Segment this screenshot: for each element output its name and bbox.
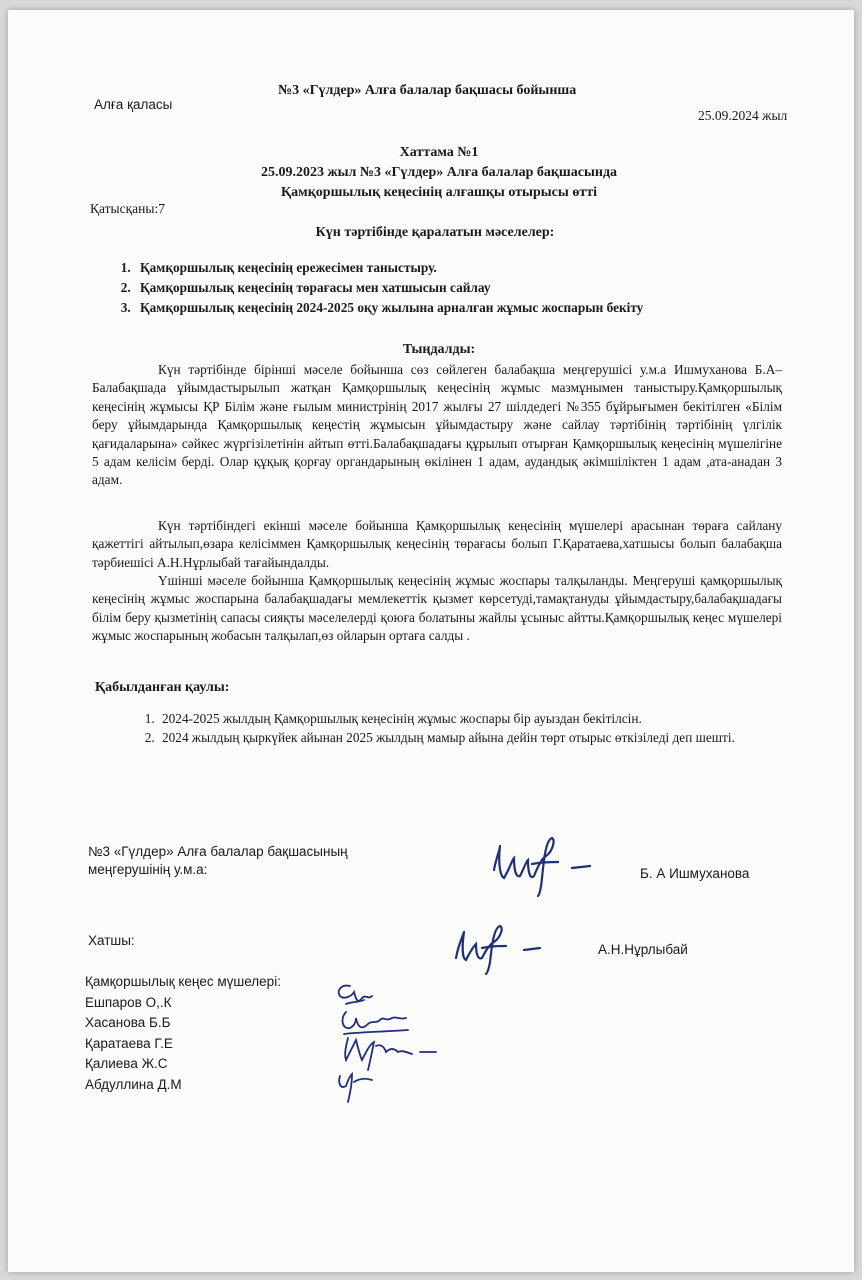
member-name: Абдуллина Д.М	[85, 1076, 182, 1092]
director-name: Б. А Ишмуханова	[640, 866, 750, 881]
agenda-list	[112, 258, 834, 318]
protocol-subtitle-line1: 25.09.2023 жыл №3 «Гүлдер» Алға балалар бақшасында	[260, 165, 618, 180]
protocol-subtitle-line2: Қамқоршылық кеңесінің алғашқы отырысы өтті	[281, 185, 597, 200]
paragraph-text: Үшінші мәселе бойынша Қамқоршылық кеңесінің жұмыс жоспары талқыланды. Меңгеруші қамқоршылық кеңесінің жұмыс жоспарына балабақшадағы мемлекеттік қызмет көрсетуді,тамақтануды ұйымдастыру,балабақшадағы білім беру қызметінің сапасы сияқты мәселелерді қоюға болатыны жайлы ұсыныс айтты.Қамқоршылық кеңес мүшелері жұмыс жоспарының жобасын талқылап,өз ойларын ортаға салды .	[92, 573, 782, 644]
agenda-item: 1. Қамқоршылық кеңесінің ережесімен таныстыру.	[134, 258, 834, 278]
members-list	[85, 972, 281, 1095]
member-name: Ешпаров О,.К	[85, 994, 172, 1010]
agenda-heading: Күн тәртібінде қаралатын мәселелер:	[315, 225, 555, 240]
agenda-item: 2. Қамқоршылық кеңесінің төрағасы мен хатшысын сайлау	[134, 278, 834, 298]
secretary-name: А.Н.Нұрлыбай	[598, 942, 688, 957]
director-role-line1: №3 «Гүлдер» Алға балалар бақшасының	[88, 844, 348, 859]
paragraph-text: Күн тәртібінде бірінші мәселе бойынша сөз сөйлеген балабақша меңгерушісі у.м.а Ишмуханова Б.А–Балабақшада ұйымдастырылып жатқан Қамқоршылық кеңесінің жұмыс мазмұнымен таныстыру.Қамқоршылық кеңесінің жұмысы ҚР Білім және ғылым министрінің 2017 жылғы 27 шілдедегі №355 бұйрығымен бекітілген «Білім беру ұйымдарында Қамқоршылық кеңестің жұмысын ұйымдастыру және сайлау тәртібінің тәртібінің үлгілік қағидаларына» сәйкес жүргізілетінін айтып өтті.Балабақшадағы құрылып отырған Қамқоршылық кеңесінің мүшелігіне 5 адам келісім берді. Олар құқық қорғау органдарының өкілінен 1 адам, аудандық әкімшіліктен 1 адам ,ата-анадан 3 адам.	[92, 362, 782, 488]
secretary-role: Хатшы:	[88, 933, 135, 948]
decisions-list	[136, 710, 798, 747]
city-label: Алға қаласы	[94, 97, 173, 112]
decisions-heading: Қабылданған қаулы:	[95, 680, 230, 695]
member-name: Қаратаева Г.Е	[85, 1035, 173, 1051]
member-name: Қалиева Ж.С	[85, 1056, 168, 1071]
listened-heading: Тыңдалды:	[402, 342, 476, 357]
members-signatures	[320, 972, 450, 1107]
decision-item: 1. 2024-2025 жылдың Қамқоршылық кеңесінің жұмыс жоспары бір ауыздан бекітілсін.	[158, 710, 798, 729]
header-date: 25.09.2024 жыл	[698, 108, 788, 123]
secretary-signature	[446, 918, 546, 974]
member-name: Хасанова Б.Б	[85, 1015, 171, 1030]
attendance-count: Қатысқаны:7	[90, 201, 165, 216]
listened-paragraph-2	[92, 517, 782, 572]
director-role	[88, 843, 348, 879]
director-signature	[486, 828, 596, 898]
agenda-item: 3. Қамқоршылық кеңесінің 2024-2025 оқу жылына арналған жұмыс жоспарын бекіту	[134, 298, 834, 318]
kindergarten-title: №3 «Гүлдер» Алға балалар бақшасы бойынша	[278, 83, 577, 98]
listened-paragraph-1	[92, 361, 782, 490]
listened-paragraph-3	[92, 572, 782, 646]
protocol-title: Хаттама №1	[399, 145, 479, 160]
document-page	[8, 10, 854, 1272]
paragraph-text: Күн тәртібіндегі екінші мәселе бойынша Қамқоршылық кеңесінің мүшелері арасынан төраға сайлану қажеттігі айтылып,өзара келісіммен Қамқоршылық кеңесінің төрағасы болып Г.Қаратаева,хатшысы болып балабақша тәрбиешісі А.Н.Нұрлыбай тағайындалды.	[92, 518, 782, 570]
director-role-line2: меңгерушінің у.м.а:	[88, 862, 208, 877]
decision-item: 2. 2024 жылдың қыркүйек айынан 2025 жылдың мамыр айына дейін төрт отырыс өткізіледі деп шешті.	[158, 729, 798, 748]
members-heading: Қамқоршылық кеңес мүшелері:	[85, 974, 281, 989]
